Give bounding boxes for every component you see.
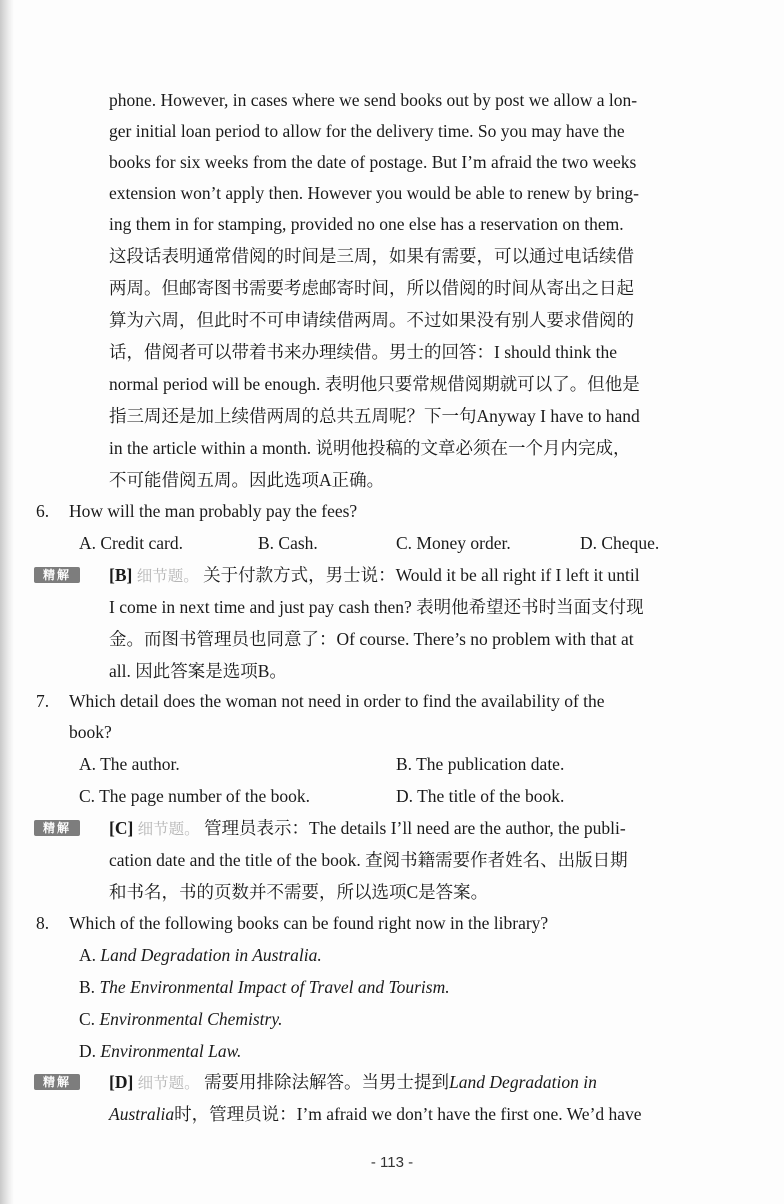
q6-explanation-line: 金。而图书管理员也同意了：Of course. There’s no problem with that at — [109, 629, 634, 649]
book-title: Environmental Chemistry. — [99, 1009, 283, 1029]
page-number: - 113 - — [370, 1154, 414, 1171]
q7-question-type: 细节题。 — [137, 820, 200, 838]
explanation-badge: 精解 — [34, 567, 80, 583]
passage-line: 这段话表明通常借阅的时间是三周，如果有需要，可以通过电话续借 — [109, 246, 634, 266]
q6-question-type: 细节题。 — [136, 567, 199, 585]
explanation-badge: 精解 — [34, 1074, 80, 1090]
book-title: Environmental Law. — [100, 1041, 242, 1061]
q6-explanation-line: I come in next time and just pay cash then? 表明他希望还书时当面支付现 — [109, 597, 644, 617]
q6-answer: [B] — [109, 565, 133, 585]
passage-line: 话，借阅者可以带着书来办理续借。男士的回答：I should think the — [109, 342, 617, 362]
q7-option-c: C. The page number of the book. — [79, 786, 311, 806]
q6-option-d: D. Cheque. — [580, 533, 660, 553]
passage-line: extension won’t apply then. However you would be able to renew by bring- — [109, 183, 639, 203]
q8-explanation-line — [109, 1103, 642, 1125]
q6-option-a: A. Credit card. — [79, 533, 183, 553]
q8-answer: [D] — [109, 1072, 134, 1092]
q7-explanation-line — [109, 817, 626, 840]
q7-explanation-line: 和书名，书的页数并不需要，所以选项C是答案。 — [109, 882, 489, 902]
q7-answer: [C] — [109, 818, 134, 838]
q7-explanation-text: 管理员表示：The details I’ll need are the author, the publi- — [204, 818, 626, 838]
explanation-badge: 精解 — [34, 820, 80, 836]
q8-question-type: 细节题。 — [137, 1074, 200, 1092]
passage-line: 指三周还是加上续借两周的总共五周呢？下一句Anyway I have to hand — [109, 406, 640, 426]
q7-explanation-line: cation date and the title of the book. 查阅书籍需要作者姓名、出版日期 — [109, 850, 628, 870]
question-7-text: book? — [69, 722, 112, 742]
q7-option-b: B. The publication date. — [396, 754, 565, 774]
q8-explanation-text: 时，管理员说：I’m afraid we don’t have the first one. We’d have — [174, 1104, 642, 1124]
book-title: Land Degradation in Australia. — [100, 945, 322, 965]
question-6-number: 6. — [36, 501, 50, 521]
q7-option-d: D. The title of the book. — [396, 786, 565, 806]
q6-option-c: C. Money order. — [396, 533, 511, 553]
book-title: Land Degradation in — [449, 1072, 597, 1092]
q8-option-c — [79, 1008, 283, 1030]
q7-option-a: A. The author. — [79, 754, 180, 774]
passage-line: phone. However, in cases where we send books out by post we allow a lon- — [109, 90, 638, 110]
q6-explanation-line — [109, 564, 640, 587]
q8-option-b — [79, 976, 450, 998]
passage-line: in the article within a month. 说明他投稿的文章必须在一个月内完成， — [109, 438, 631, 458]
passage-line: books for six weeks from the date of postage. But I’m afraid the two weeks — [109, 152, 637, 172]
q8-option-d — [79, 1040, 241, 1062]
q8-option-a — [79, 944, 322, 966]
passage-line: ger initial loan period to allow for the delivery time. So you may have the — [109, 121, 625, 141]
q6-explanation-line: all. 因此答案是选项B。 — [109, 661, 287, 681]
q6-explanation-text: 关于付款方式，男士说：Would it be all right if I left it until — [203, 565, 640, 585]
passage-line: normal period will be enough. 表明他只要常规借阅期就可以了。但他是 — [109, 374, 640, 394]
option-letter: C. — [79, 1009, 96, 1029]
passage-line: ing them in for stamping, provided no one else has a reservation on them. — [109, 214, 624, 234]
q6-option-b: B. Cash. — [258, 533, 318, 553]
passage-line: 两周。但邮寄图书需要考虑邮寄时间，所以借阅的时间从寄出之日起 — [109, 278, 634, 298]
option-letter: D. — [79, 1041, 97, 1061]
option-letter: B. — [79, 977, 96, 997]
option-letter: A. — [79, 945, 97, 965]
question-7-number: 7. — [36, 691, 50, 711]
book-title: The Environmental Impact of Travel and Tourism. — [99, 977, 450, 997]
q8-explanation-text: 需要用排除法解答。当男士提到 — [204, 1072, 450, 1092]
question-8-text: Which of the following books can be found right now in the library? — [69, 913, 549, 933]
passage-line: 不可能借阅五周。因此选项A正确。 — [109, 470, 385, 490]
question-6-text: How will the man probably pay the fees? — [69, 501, 358, 521]
question-7-text: Which detail does the woman not need in order to find the availability of the — [69, 691, 605, 711]
q8-explanation-line — [109, 1071, 597, 1094]
passage-line: 算为六周，但此时不可申请续借两周。不过如果没有别人要求借阅的 — [109, 310, 634, 330]
book-title: Australia — [109, 1104, 175, 1124]
question-8-number: 8. — [36, 913, 50, 933]
